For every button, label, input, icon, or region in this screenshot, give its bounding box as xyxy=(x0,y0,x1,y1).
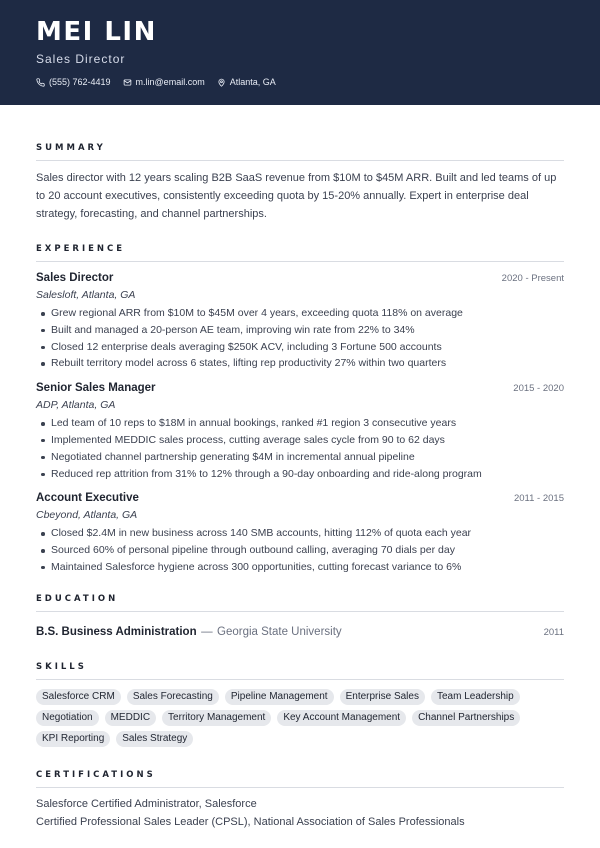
job-header xyxy=(36,380,564,396)
bullet-item: Rebuilt territory model across 6 states, lifting rep productivity 27% within two quarters xyxy=(36,355,564,372)
job-company: ADP, Atlanta, GA xyxy=(36,399,116,412)
section-heading: CERTIFICATIONS xyxy=(36,770,564,788)
section-heading: EDUCATION xyxy=(36,594,564,612)
bullet-item: Closed 12 enterprise deals averaging $250K ACV, including 3 Fortune 500 accounts xyxy=(36,339,564,356)
skills-section xyxy=(36,662,564,747)
candidate-title: Sales Director xyxy=(36,52,126,66)
job-entry xyxy=(36,490,564,575)
candidate-name: MEI LIN xyxy=(36,17,157,47)
certification-item: Certified Professional Sales Leader (CPSL), National Association of Sales Professionals xyxy=(36,815,465,828)
job-bullets xyxy=(36,415,564,482)
job-title: Senior Sales Manager xyxy=(36,382,156,395)
school: Georgia State University xyxy=(217,625,342,638)
bullet-item: Closed $2.4M in new business across 140 SMB accounts, hitting 112% of quota each year xyxy=(36,525,564,542)
job-dates: 2015 - 2020 xyxy=(513,383,564,395)
job-title: Sales Director xyxy=(36,272,114,284)
contact-phone xyxy=(36,76,111,88)
education-year: 2011 xyxy=(543,626,564,638)
certification-list xyxy=(36,795,564,831)
job-entry xyxy=(36,380,564,482)
degree-separator: — xyxy=(201,625,213,638)
skill-chip: Team Leadership xyxy=(431,689,520,705)
certifications-section xyxy=(36,770,564,831)
skills-list xyxy=(36,689,536,747)
job-dates: 2011 - 2015 xyxy=(513,493,564,505)
bullet-item: Maintained Salesforce hygiene across 300 opportunities, cutting forecast variance to 6% xyxy=(36,559,564,576)
skill-chip: MEDDIC xyxy=(105,710,156,726)
skill-chip: Sales Forecasting xyxy=(127,689,219,705)
bullet-item: Sourced 60% of personal pipeline through outbound calling, averaging 70 dials per day xyxy=(36,542,564,559)
experience-section xyxy=(36,244,564,576)
summary-text: Sales director with 12 years scaling B2B SaaS revenue from $10M to $45M ARR. Built and led teams of up to 20 account executives, consistently exceeding quota by 15-20% annually. Expert in enterprise deal strategy, forecasting, and channel partnerships. xyxy=(36,172,557,220)
education-section xyxy=(36,594,564,640)
phone-text: (555) 762-4419 xyxy=(49,77,111,87)
skill-chip: Salesforce CRM xyxy=(36,689,121,705)
bullet-item: Built and managed a 20-person AE team, improving win rate from 22% to 34% xyxy=(36,322,564,339)
skill-chip: Channel Partnerships xyxy=(412,710,520,726)
bullet-item: Led team of 10 reps to $18M in annual bookings, ranked #1 region 3 consecutive years xyxy=(36,415,564,432)
location-text: Atlanta, GA xyxy=(229,77,276,87)
section-heading: SKILLS xyxy=(36,662,564,680)
phone-icon xyxy=(36,78,45,87)
contact-bar xyxy=(36,76,564,88)
education-entry xyxy=(36,622,564,640)
resume-body xyxy=(0,143,600,831)
bullet-item: Grew regional ARR from $10M to $45M over 4 years, exceeding quota 118% on average xyxy=(36,305,564,322)
map-pin-icon xyxy=(217,78,226,87)
contact-email xyxy=(123,76,205,88)
bullet-item: Negotiated channel partnership generating $4M in incremental annual pipeline xyxy=(36,449,564,466)
contact-location xyxy=(217,76,276,88)
skill-chip: Enterprise Sales xyxy=(340,689,425,705)
certification-item: Salesforce Certified Administrator, Salesforce xyxy=(36,797,257,810)
job-bullets xyxy=(36,305,564,372)
skill-chip: Pipeline Management xyxy=(225,689,334,705)
skill-chip: Sales Strategy xyxy=(116,731,193,747)
skill-chip: Negotiation xyxy=(36,710,99,726)
job-dates: 2020 - Present xyxy=(501,273,564,284)
job-entry xyxy=(36,270,564,372)
degree: B.S. Business Administration xyxy=(36,625,197,638)
resume-header xyxy=(0,0,600,105)
section-heading: SUMMARY xyxy=(36,143,564,161)
skill-chip: Territory Management xyxy=(162,710,271,726)
job-header xyxy=(36,490,564,506)
job-title: Account Executive xyxy=(36,492,139,505)
skill-chip: Key Account Management xyxy=(277,710,406,726)
bullet-item: Reduced rep attrition from 31% to 12% through a 90-day onboarding and ride-along program xyxy=(36,466,564,483)
job-bullets xyxy=(36,525,564,575)
skill-chip: KPI Reporting xyxy=(36,731,110,747)
section-heading: EXPERIENCE xyxy=(36,244,564,262)
email-text: m.lin@email.com xyxy=(135,77,205,87)
bullet-item: Implemented MEDDIC sales process, cutting average sales cycle from 90 to 62 days xyxy=(36,432,564,449)
education-main xyxy=(36,622,342,640)
job-company: Cbeyond, Atlanta, GA xyxy=(36,509,138,522)
job-header xyxy=(36,270,564,286)
job-company: Salesloft, Atlanta, GA xyxy=(36,289,136,301)
summary-section xyxy=(36,143,564,223)
email-icon xyxy=(123,78,132,87)
